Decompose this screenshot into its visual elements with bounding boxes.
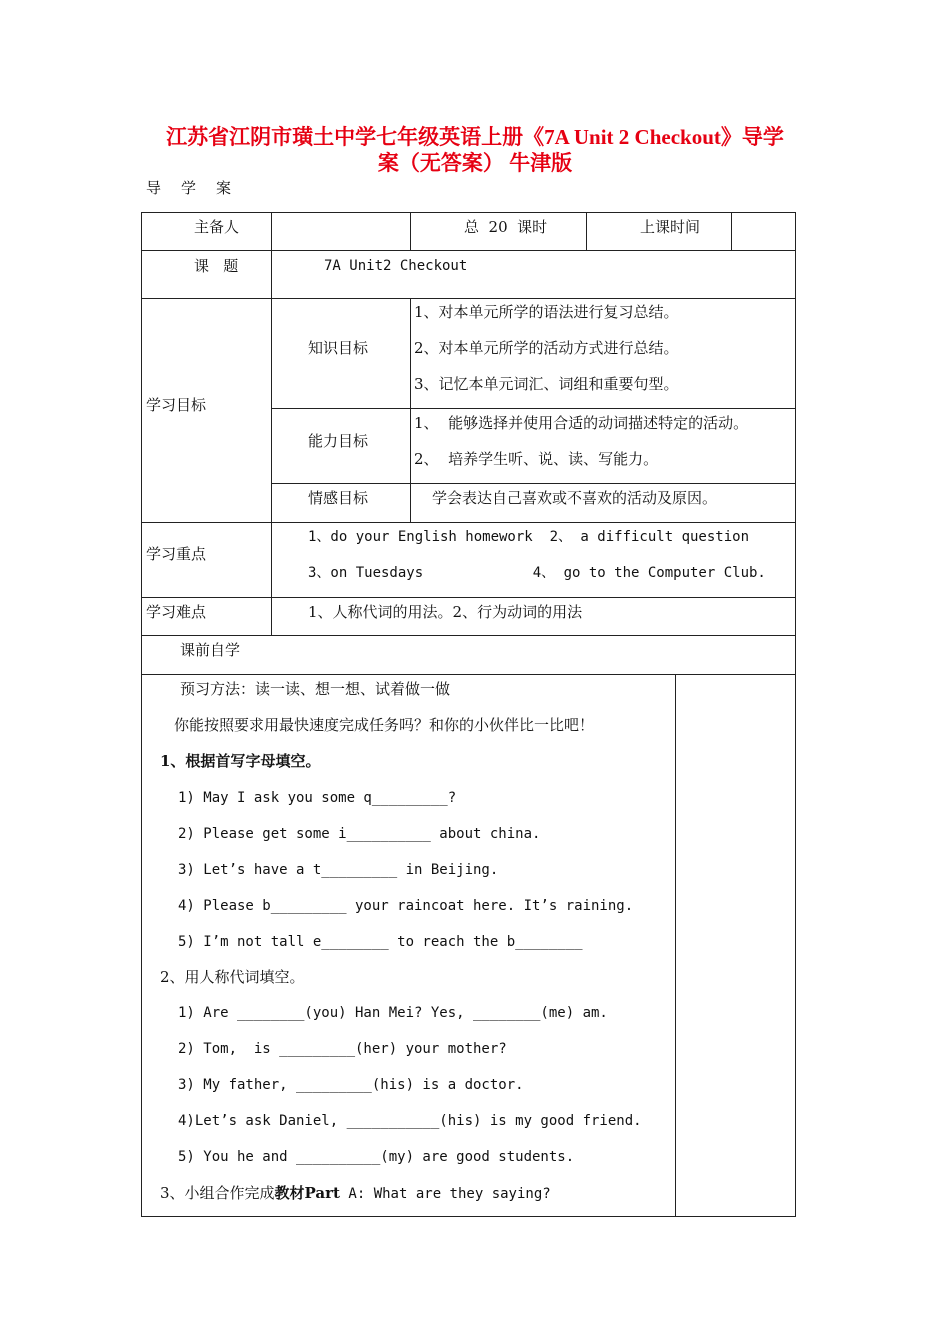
- section-title: 1、根据首写字母填空。: [160, 752, 321, 770]
- document-title-line1: 江苏省江阴市璜土中学七年级英语上册《7A Unit 2 Checkout》导学: [166, 125, 784, 149]
- key-points-line: 3、on Tuesdays 4、 go to the Computer Club.: [308, 565, 766, 581]
- row-divider: [142, 250, 795, 251]
- pre-study-label: 课前自学: [180, 641, 241, 659]
- knowledge-goal-item: 3、记忆本单元词汇、词组和重要句型。: [414, 375, 679, 393]
- exercise-item: 1) May I ask you some q_________?: [178, 790, 457, 806]
- exercise-item: 3) My father, _________(his) is a doctor.: [178, 1077, 524, 1093]
- exercise-prompt: 你能按照要求用最快速度完成任务吗？和你的小伙伴比一比吧！: [174, 716, 595, 734]
- emotion-goal-label: 情感目标: [308, 489, 369, 507]
- preparer-label: 主备人: [194, 218, 240, 236]
- column-divider: [410, 298, 411, 522]
- column-divider: [410, 213, 411, 250]
- difficulties-label: 学习难点: [146, 603, 207, 621]
- key-points-line: 1、do your English homework 2、 a difficult question: [308, 529, 750, 545]
- column-divider: [731, 213, 732, 250]
- row-divider: [142, 298, 795, 299]
- column-divider: [271, 213, 272, 635]
- section-title: 2、用人称代词填空。: [160, 968, 305, 986]
- knowledge-goal-label: 知识目标: [308, 339, 369, 357]
- knowledge-goal-item: 2、对本单元所学的活动方式进行总结。: [414, 339, 679, 357]
- emotion-goal-text: 学会表达自己喜欢或不喜欢的活动及原因。: [432, 489, 718, 507]
- difficulties-text: 1、人称代词的用法。2、行为动词的用法: [308, 603, 583, 621]
- ability-goal-item: 1、 能够选择并使用合适的动词描述特定的活动。: [414, 414, 749, 432]
- row-divider: [271, 408, 795, 409]
- exercise-item: 4)Let’s ask Daniel, ___________(his) is my good friend.: [178, 1113, 642, 1129]
- goals-label: 学习目标: [146, 396, 207, 414]
- knowledge-goal-item: 1、对本单元所学的语法进行复习总结。: [414, 303, 679, 321]
- row-divider: [271, 483, 795, 484]
- study-method: 预习方法：读一读、想一想、试着做一做: [180, 680, 451, 698]
- section3-suffix: A: What are they saying?: [339, 1186, 551, 1202]
- row-divider: [142, 674, 795, 675]
- lesson-plan-table: [141, 212, 796, 1217]
- exercise-item: 2) Tom, is _________(her) your mother?: [178, 1041, 507, 1057]
- section3-bold: 教材Part: [274, 1184, 340, 1202]
- key-points-label: 学习重点: [146, 545, 207, 563]
- topic-label: 课 题: [194, 257, 239, 275]
- ability-goal-label: 能力目标: [308, 432, 369, 450]
- exercise-item: 3) Let’s have a t_________ in Beijing.: [178, 862, 499, 878]
- column-divider: [586, 213, 587, 250]
- row-divider: [142, 635, 795, 636]
- exercise-item: 5) You he and __________(my) are good students.: [178, 1149, 575, 1165]
- exercise-item: 5) I’m not tall e________ to reach the b________: [178, 934, 583, 950]
- column-divider: [675, 674, 676, 1216]
- exercise-item: 4) Please b_________ your raincoat here. It’s raining.: [178, 898, 634, 914]
- document-subtitle: 导学案: [146, 179, 252, 197]
- ability-goal-item: 2、 培养学生听、说、读、写能力。: [414, 450, 659, 468]
- section-title: [160, 1183, 551, 1204]
- total-hours: 总 20 课时: [464, 218, 548, 236]
- exercise-item: 2) Please get some i__________ about china.: [178, 826, 541, 842]
- topic-value: 7A Unit2 Checkout: [324, 258, 468, 274]
- row-divider: [142, 597, 795, 598]
- section3-prefix: 3、小组合作完成: [160, 1184, 275, 1202]
- class-time-label: 上课时间: [640, 218, 701, 236]
- exercise-item: 1) Are ________(you) Han Mei? Yes, ________(me) am.: [178, 1005, 608, 1021]
- document-title-line2: 案（无答案） 牛津版: [377, 151, 573, 175]
- row-divider: [142, 522, 795, 523]
